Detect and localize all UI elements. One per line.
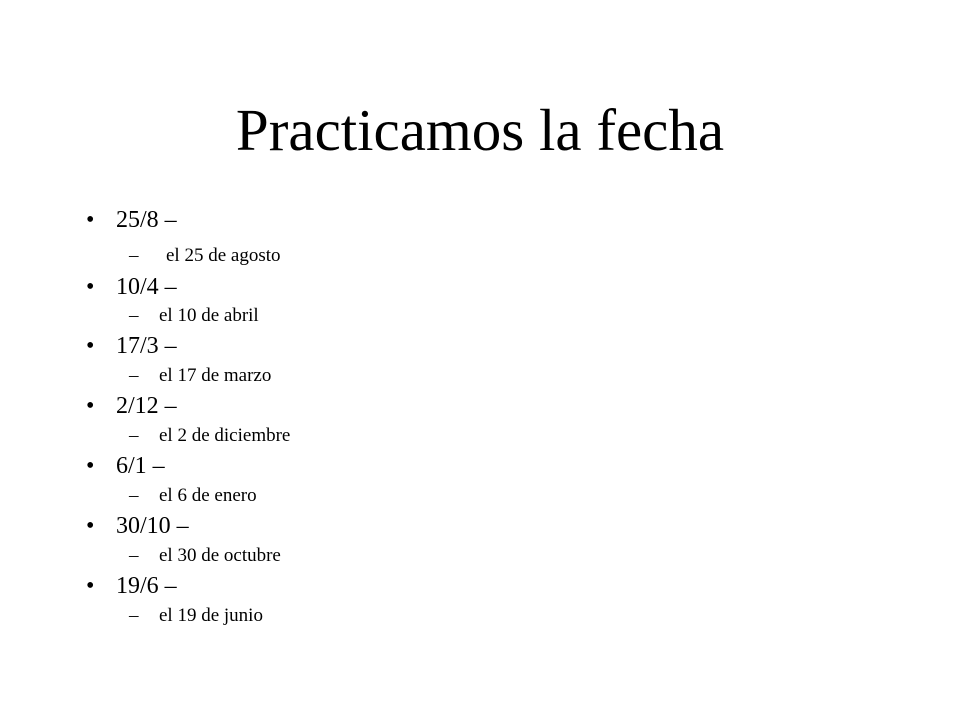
date-answer: el 17 de marzo — [159, 365, 272, 386]
date-label: 2/12 – — [116, 393, 177, 419]
date-label: 6/1 – — [116, 453, 165, 479]
bullet-icon: • — [86, 513, 95, 539]
dash-icon: – — [129, 485, 139, 506]
date-label: 19/6 – — [116, 573, 177, 599]
bullet-icon: • — [86, 393, 95, 419]
bullet-icon: • — [86, 207, 95, 233]
bullet-icon: • — [86, 573, 95, 599]
bullet-icon: • — [86, 453, 95, 479]
date-answer: el 25 de agosto — [166, 245, 281, 266]
date-label: 25/8 – — [116, 207, 177, 233]
date-label: 10/4 – — [116, 274, 177, 300]
dash-icon: – — [129, 425, 139, 446]
date-answer: el 6 de enero — [159, 485, 257, 506]
dash-icon: – — [129, 605, 139, 626]
date-answer: el 10 de abril — [159, 305, 259, 326]
date-label: 30/10 – — [116, 513, 189, 539]
dash-icon: – — [129, 245, 139, 266]
date-answer: el 2 de diciembre — [159, 425, 291, 446]
dash-icon: – — [129, 365, 139, 386]
date-answer: el 30 de octubre — [159, 545, 281, 566]
bullet-icon: • — [86, 274, 95, 300]
dash-icon: – — [129, 305, 139, 326]
bullet-icon: • — [86, 333, 95, 359]
date-label: 17/3 – — [116, 333, 177, 359]
dash-icon: – — [129, 545, 139, 566]
date-answer: el 19 de junio — [159, 605, 263, 626]
slide-title: Practicamos la fecha — [235, 97, 725, 163]
